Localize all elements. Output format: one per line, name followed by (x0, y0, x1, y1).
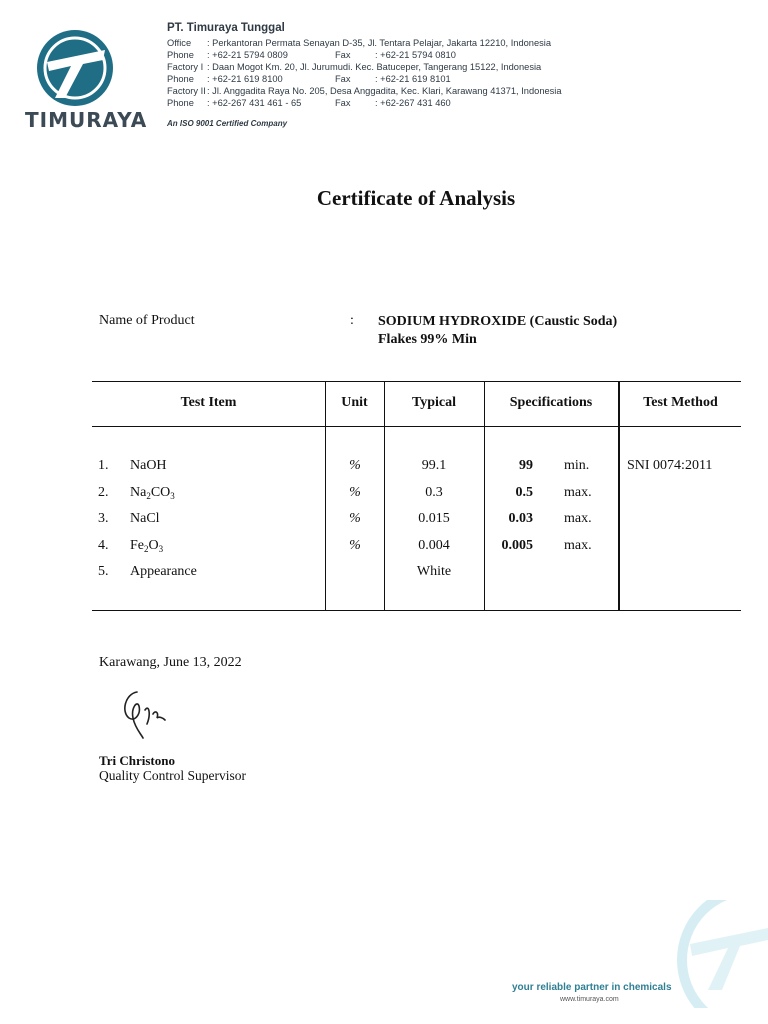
fax-label: Fax (335, 74, 351, 84)
line-value: : Perkantoran Permata Senayan D-35, Jl. Tentara Pelajar, Jakarta 12210, Indonesia (207, 38, 552, 48)
line-label: Phone (167, 74, 194, 84)
formula-part: Na (130, 485, 147, 500)
row-spec-limit: max. (564, 485, 592, 500)
line-label: Factory II (167, 86, 206, 96)
footer-tagline: your reliable partner in chemicals (512, 982, 672, 993)
row-typical: 0.004 (418, 538, 450, 553)
header-test-item: Test Item (180, 395, 237, 410)
row-number: 1. (98, 458, 109, 473)
place-and-date: Karawang, June 13, 2022 (99, 655, 242, 670)
line-value: : +62-21 5794 0809 (207, 50, 288, 60)
column-divider (618, 381, 620, 611)
table-header-border (92, 426, 741, 427)
row-typical: 0.3 (425, 485, 443, 500)
row-spec-limit: max. (564, 538, 592, 553)
line-value: : +62-267 431 461 - 65 (207, 98, 302, 108)
row-test-item (130, 538, 163, 554)
formula-subscript: 2 (146, 491, 151, 501)
row-spec-limit: max. (564, 511, 592, 526)
row-number: 3. (98, 511, 109, 526)
office-phone-line (167, 50, 456, 60)
iso-certification: An ISO 9001 Certified Company (167, 119, 288, 128)
fax-value: : +62-267 431 460 (375, 98, 451, 108)
row-typical: White (416, 564, 452, 579)
row-spec-value: 0.005 (501, 538, 533, 553)
analysis-table (92, 381, 741, 611)
row-typical: 0.015 (418, 511, 450, 526)
fax-value: : +62-21 5794 0810 (375, 50, 456, 60)
footer-website: www.timuraya.com (560, 996, 619, 1003)
row-unit: % (349, 458, 361, 473)
row-unit: % (349, 511, 361, 526)
row-test-item (130, 485, 175, 501)
line-value: : Daan Mogot Km. 20, Jl. Jurumudi. Kec. Batuceper, Tangerang 15122, Indonesia (207, 62, 542, 72)
table-bottom-border (92, 610, 741, 611)
formula-part: O (148, 538, 159, 553)
signature-icon (115, 684, 175, 744)
header-test-method: Test Method (643, 395, 718, 410)
fax-label: Fax (335, 50, 351, 60)
row-spec-value: 0.5 (515, 485, 533, 500)
row-spec-value: 0.03 (508, 511, 533, 526)
formula-subscript: 3 (158, 544, 164, 554)
row-test-item: NaOH (130, 458, 167, 473)
product-name (378, 313, 617, 349)
signer-role: Quality Control Supervisor (99, 768, 246, 783)
product-name-line1: SODIUM HYDROXIDE (Caustic Soda) (378, 314, 618, 329)
formula-part: CO (150, 485, 171, 500)
column-divider (484, 381, 485, 611)
row-unit: % (349, 485, 361, 500)
factory2-phone-line (167, 98, 451, 108)
watermark-logo-icon (676, 900, 768, 1008)
fax-value: : +62-21 619 8101 (375, 74, 451, 84)
line-value: : +62-21 619 8100 (207, 74, 283, 84)
line-label: Factory I (167, 62, 204, 72)
office-address-line (167, 38, 551, 48)
row-number: 5. (98, 564, 109, 579)
product-label: Name of Product (99, 313, 195, 328)
header-typical: Typical (411, 395, 457, 410)
factory1-address-line (167, 62, 541, 72)
factory1-phone-line (167, 74, 451, 84)
row-test-item: Appearance (130, 564, 197, 579)
row-number: 4. (98, 538, 109, 553)
formula-part: Fe (130, 538, 144, 553)
line-label: Office (167, 38, 192, 48)
header-specifications: Specifications (509, 395, 593, 410)
signer-name: Tri Christono (99, 753, 175, 768)
row-number: 2. (98, 485, 109, 500)
row-typical: 99.1 (421, 458, 447, 473)
line-label: Phone (167, 50, 194, 60)
document-title: Certificate of Analysis (316, 186, 516, 210)
fax-label: Fax (335, 98, 351, 108)
brand-name: TIMURAYA (25, 108, 148, 132)
product-name-line2: Flakes 99% Min (378, 332, 477, 347)
product-colon: : (350, 313, 354, 328)
factory2-address-line (167, 86, 562, 96)
header-unit: Unit (341, 395, 368, 410)
table-top-border (92, 381, 741, 382)
line-value: : Jl. Anggadita Raya No. 205, Desa Anggadita, Kec. Klari, Karawang 41371, Indonesia (207, 86, 562, 96)
line-label: Phone (167, 98, 194, 108)
formula-subscript: 2 (144, 544, 149, 554)
row-test-item: NaCl (130, 511, 160, 526)
row-spec-value: 99 (519, 458, 533, 473)
row-unit: % (349, 538, 361, 553)
row-test-method: SNI 0074:2011 (627, 458, 713, 473)
formula-subscript: 3 (170, 491, 175, 501)
row-spec-limit: min. (564, 458, 590, 473)
company-name: PT. Timuraya Tunggal (167, 22, 285, 34)
